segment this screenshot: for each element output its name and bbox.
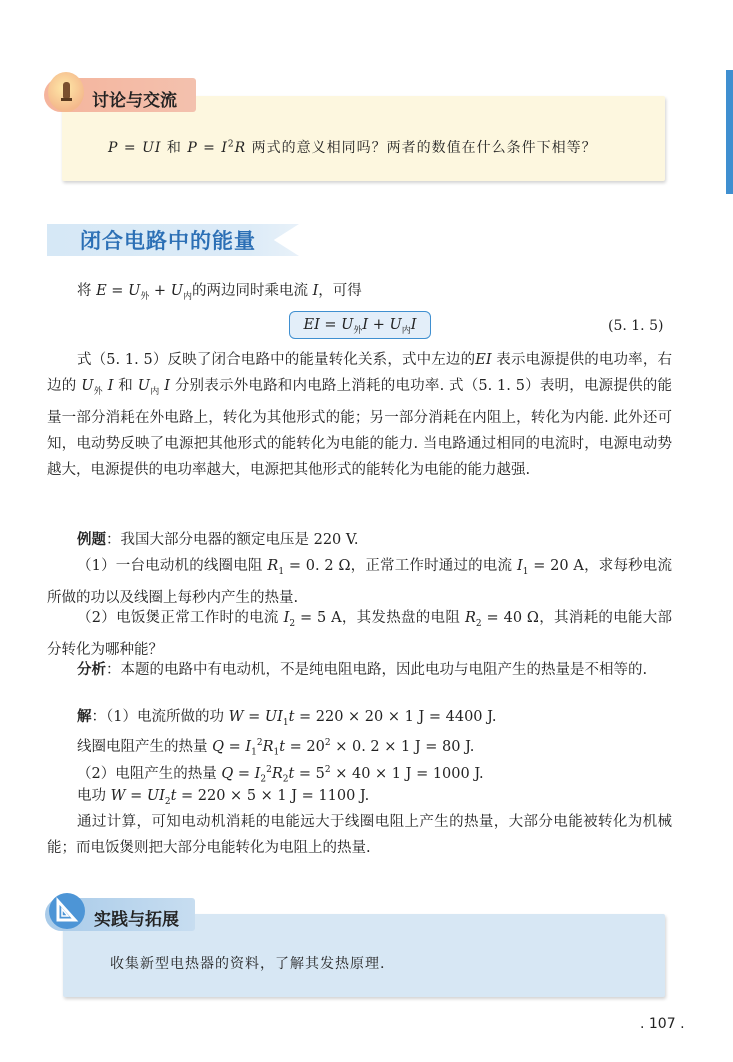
solution-line-3: （2）电阻产生的热量 $Q = I_2^2R_2t = 5^2 \times 40 \times 1$ J = 1000 J. (77, 765, 484, 785)
solution-line-4: 电功 $W = UI_2t = 220 \times 5 \times 1$ J = 1100 J. (77, 788, 370, 807)
lightbulb-icon (48, 72, 84, 112)
solution-line-1: 解：（1）电流所做的功 $W = UI_1t = 220 \times 20 \times 1$ J = 4400 J. (77, 708, 497, 728)
example-intro: 例题：我国大部分电器的额定电压是 220 V. (77, 531, 359, 548)
intro-sentence: 将 $E = U_外 + U_内$的两边同时乘电流 I，可得 (77, 283, 362, 302)
example-conclusion: 通过计算，可知电动机消耗的电能远大于线圈电阻上产生的热量，大部分电能被转化为机械能；而电饭煲则把大部分电能转化为电阻上的热量. (47, 814, 672, 856)
example-analysis: 分析：本题的电路中有电动机，不是纯电阻电路，因此电功与电阻产生的热量是不相等的. (77, 661, 648, 678)
example-question-1: （1）一台电动机的线圈电阻 $R_1 = 0$. 2 Ω，正常工作时通过的电流 $I_1 = 20$ A，求每秒电流所做的功以及线圈上每秒内产生的热量. (47, 558, 672, 606)
practice-text: 收集新型电热器的资料，了解其发热原理. (110, 956, 386, 972)
explanation-paragraph: 式（5. 1. 5）反映了闭合电路中的能量转化关系，式中左边的EI 表示电源提供的电功率，右边的 $U_外$ I 和 $U_内$ I 分别表示外电路和内电路上消耗的电功率. 式（5. 1. 5）表明，电源提供的能量一部分消耗在外电路上，转化为其他形式的能；另一部分消耗在内阻上，转化为内能. 此外还可知，电动势反映了电源把其他形式的能转化为电能的能力. 当电路通过相同的电流时，电源电动势越大，电源提供的电功率越大，电源把其他形式的能转化为电能的能力越强. (47, 352, 673, 478)
practice-label: 实践与拓展 (94, 910, 179, 930)
solution-line-2: 线圈电阻产生的热量 $Q = I_1^2R_1t = 20^2 \times 0$. 2 × 1 J = 80 J. (77, 738, 475, 758)
section-title: 闭合电路中的能量 (80, 229, 256, 253)
page-number: . 107 . (640, 1016, 685, 1032)
discussion-label: 讨论与交流 (92, 91, 177, 111)
chapter-edge-tab (726, 70, 733, 194)
equation-number: (5. 1. 5) (608, 318, 664, 334)
boxed-formula: EI = $U_外I + U_内I$ (289, 311, 431, 339)
example-question-2: （2）电饭煲正常工作时的电流 $I_2 = 5$ A，其发热盘的电阻 $R_2 = 40$ Ω，其消耗的电能大部分转化为哪种能？ (47, 610, 672, 658)
set-square-ruler-icon (48, 892, 86, 930)
discussion-question: P = UI 和 $P = I^2R$ 两式的意义相同吗？两者的数值在什么条件下相等？ (108, 139, 597, 156)
